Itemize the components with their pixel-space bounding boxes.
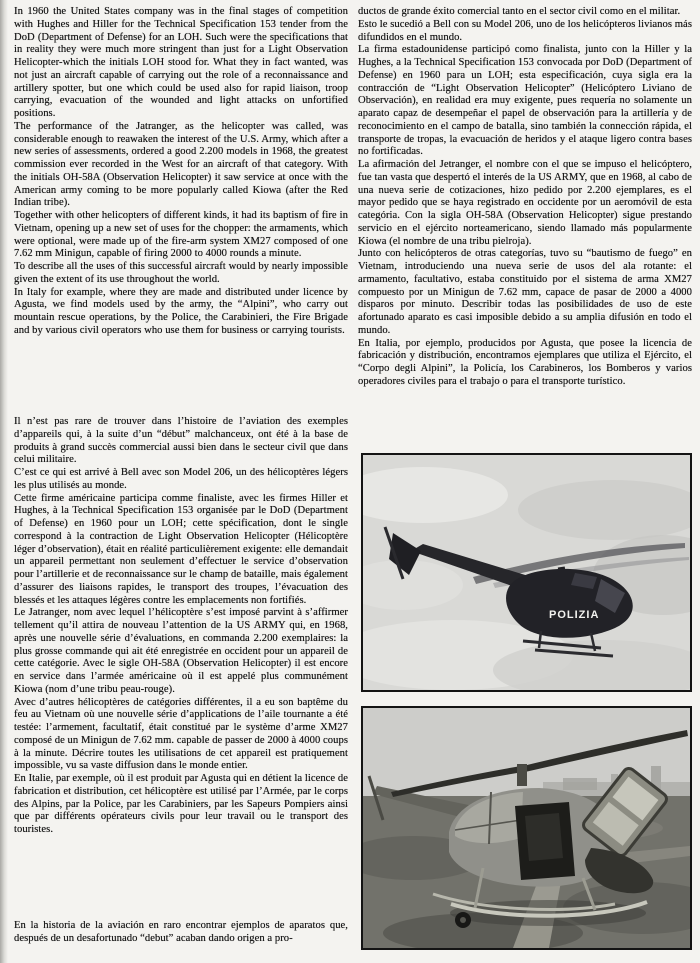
paragraph: C’est ce qui est arrivé à Bell avec son Model 206, un des hélicoptères légers les plus utilisés au monde. [14,467,348,491]
paragraph: Junto con helicópteros de otras categorías, tuvo su “bautismo de fuego” en Vietnam, introduciendo una nueva serie de usos del ala rotante: el armamento, facultativo, estaba constituido por el sistema de arma XM27 compuesto por un Minigun de 7.62 mm, capace de pasar de 2000 a 4000 disparos por minuto. Describir todas las posibilidades de uso de este afortunado aparato es casi imposible debido a su amplia difusión en todo el mundo. [358,248,692,336]
paragraph: En Italie, par exemple, où il est produit par Agusta qui en détient la licence de fabrication et distribution, cet hélicoptère est utilisé par l’Armée, par le corps des Alpins, par la Police, par les Carabiniers, par les Sapeurs Pompiers ainsi que par différents opérateurs civils pour leur travail ou le transport des touristes. [14,773,348,835]
article-french [14,416,348,837]
paragraph: En Italia, por ejemplo, producidos por Agusta, que posee la licencia de fabricación y distribución, encontramos ejemplares que utiliza el Ejército, el “Corpo degli Alpini”, la Policía, los Carabineros, los Bomberos y varios operadores civiles para el trabajo o para el transporte turístico. [358,337,692,387]
photo-helicopter-on-ground [361,706,692,950]
paragraph: La firma estadounidense participó como finalista, junto con la Hiller y la Hughes, a la Technical Specification 153 convocada por DoD (Department of Defense) en 1960 para un LOH; esta especificación, cuya sigla era la contracción de “Light Observation Helicopter” (Helicóptero Liviano de Observación), en realidad era muy exigente, pues requería no solamente un aparato capaz de desempeñar el papel de observación para la artillería y de reconocimiento en el campo de batalla, sino también la connección rápida, el transporte de tropas, la evacuación de heridos y el ataque ligero contra bases no fortificadas. [358,44,692,158]
paragraph: Cette firme américaine participa comme finaliste, avec les firmes Hiller et Hughes, à la Technical Specification 153 organisée par le DoD (Department of Defense) en 1960 pour un LOH; cette spécification, dont le single correspond à la contraction de Light Observation Helicopter (Hélicoptère léger d’observation), était en réalité particulièrement exigente: elle demandait un appareil permettant non seulement d’effectuer le service d’observation pour l’artillerie et de reconnaissance sur le champ de bataille, mais également d’assurer des liaisons rapides, le transport des troupes, l’évacuation des blessés et les attaques légères contre les emplacements non fortifiés. [14,492,348,606]
paragraph: Esto le sucedió a Bell con su Model 206, uno de los helicópteros livianos más difundidos en el mundo. [358,18,692,43]
page-left-edge-shadow [0,0,8,963]
article-spanish [358,6,692,389]
paragraph: The performance of the Jatranger, as the helicopter was called, was considerable enough to reawaken the interest of the U.S. Army, which after a new series of assessments, ordered a good 2.200 models in 1968, the greatest commission ever recorded in the West for an aircraft of that category. With the initials OH-58A (Observation Helicopter) it saw service at once with the American army coming to be more popularly called Kiowa (after the Red Indian tribe). [14,120,348,209]
polizia-marking-text: POLIZIA [549,609,600,621]
paragraph: In 1960 the United States company was in the final stages of competition with Hughes and Hiller for the Technical Specification 153 tender from the DoD (Department of Defense) for an LOH. Such were the specifications that in reality they were much more stringent than just for a Light Observation Helicopter-which the initials LOH stood for. What they in fact wanted, was not just an aircraft capable of carrying out the role of a reconnaissance and artillery spotter, but one which could be used also for rapid liaison, troop carrying, evacuation of the wounded and light attacks on unfortified positions. [14,6,348,119]
helicopter-flight-illustration [363,455,690,690]
paragraph: Together with other helicopters of different kinds, it had its baptism of fire in Vietnam, opening up a new set of uses for the chopper: the armaments, which were optional, were made up of the fire-arm system XM27 composed of one 7.62 mm Minigun, capable of firing 2000 to 4000 rounds a minute. [14,210,348,260]
paragraph: ductos de grande éxito comercial tanto en el sector civil como en el militar. [358,6,681,17]
photo-helicopter-in-flight [361,453,692,692]
paragraph: Le Jatranger, nom avec lequel l’hélicoptère s’est imposé parvint à s’affirmer tellement qu’il attira de nouveau l’attention de la US ARMY qui, en 1968, après une nouvelle série d’évaluations, en commanda 2.200 exemplaires: la plus grosse commande qui ait été enregistrée en occident pour un appareil de cette catégorie. Avec le sigle OH-58A (Observation Helicopter) il est encore en service dans l’armée américaine où il est appelé plus communément Kiowa (nom d’une tribu peau-rouge). [14,607,348,695]
paragraph: La afirmación del Jetranger, el nombre con el que se impuso el helicóptero, fue tan vasta que despertó el interés de la US ARMY, que en 1968, al cabo de una nueva serie de cotizaciones, hizo pedido por 2.200 ejemplares, es el mayor pedido que se haya registrado en occidente por un aeromóvil de esta categória. Con la sigla OH-58A (Observation Helicopter) sigue prestando servicio en el ejército norteamericano, siendo llamado más popularmente Kiowa (el nombre de una tribu pielroja). [358,159,692,247]
paragraph: Il n’est pas rare de trouver dans l’histoire de l’aviation des exemples d’appareils qui, à la suite d’un “début” malchanceux, ont été à la base de produits à grand succès commercial aussi bien dans le secteur civil que dans celui militaire. [14,416,348,466]
paragraph: Avec d’autres hélicoptères de catégories différentes, il a eu son baptême du feu au Vietnam où une nouvelle série d’applications de l’aile tournante a été testée: l’armement, facultatif, était constitué par le système d’arme XM27 composé de un Minigun de 7.62 mm. capable de passer de 2000 à 4000 coups à la minute. Décrire toutes les utilisations de cet appareil est pratiquement impossible, vu sa vaste diffusion dans le monde entier. [14,696,348,772]
paragraph: To describe all the uses of this successful aircraft would by nearly impossible given the extent of its use throughout the world. [14,261,348,285]
paragraph: In Italy for example, where they are made and distributed under licence by Agusta, we find models used by the army, the “Alpini”, who carry out mountain rescue operations, by the Police, the Carabinieri, the Fire Brigade and by various civil operators who use them for business or carrying tourists. [14,286,348,336]
article-english [14,6,348,338]
helicopter-ground-illustration [363,708,690,948]
paragraph: En la historia de la aviación en raro encontrar ejemplos de aparatos que, después de un desafortunado “debut” acaban dando origen a pro- [14,920,348,944]
article-spanish-intro [14,920,348,946]
